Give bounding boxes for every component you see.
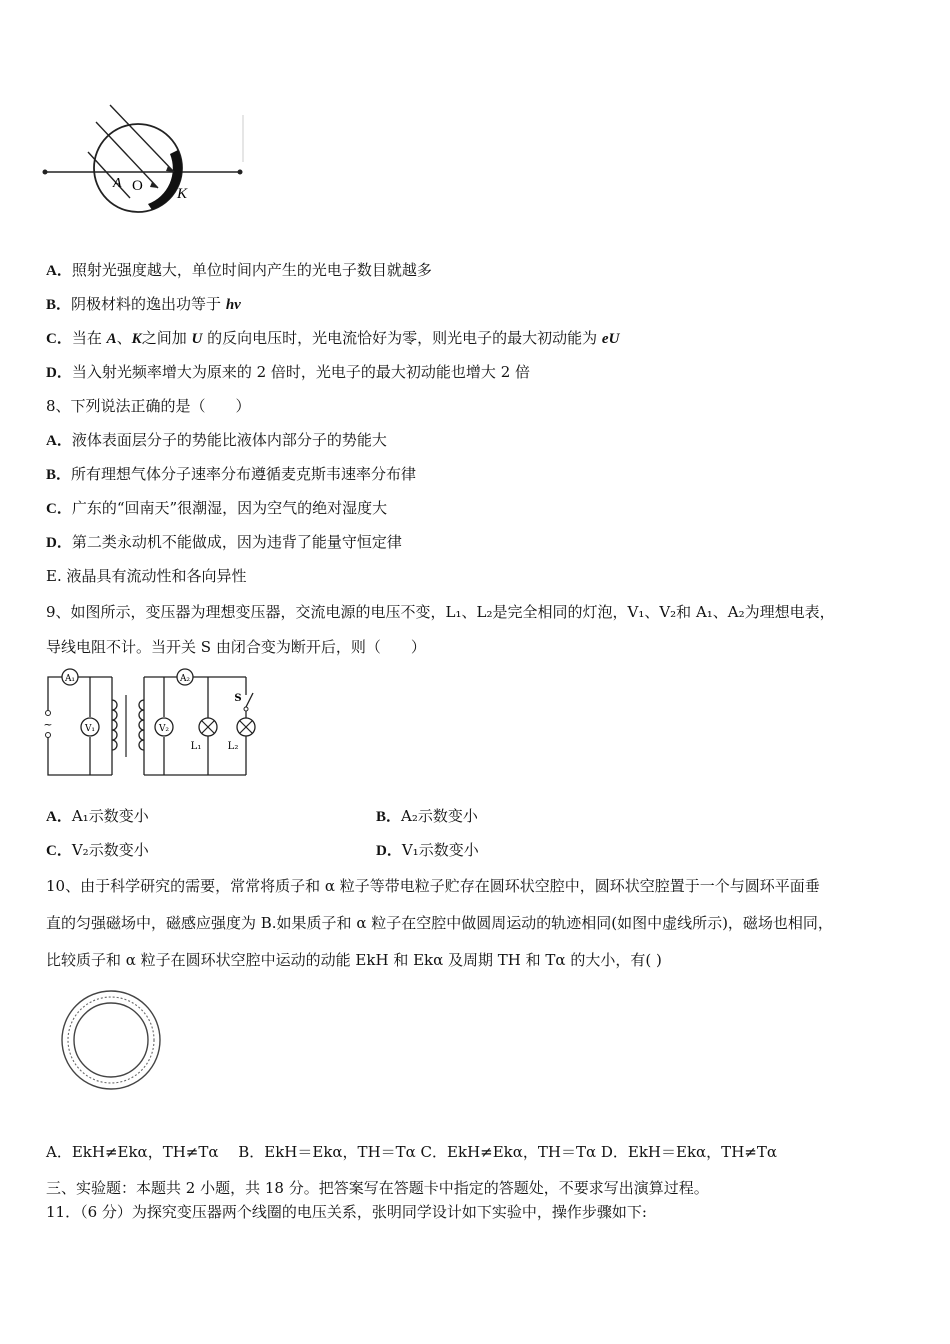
q11-stem: 11．（6 分）为探究变压器两个线圈的电压关系，张明同学设计如下实验中，操作步骤如下: [46, 1203, 647, 1221]
q10-stem-2: 直的匀强磁场中，磁感应强度为 B.如果质子和 α 粒子在空腔中做圆周运动的轨迹相同(如图中虚线所示)，磁场也相同， [46, 914, 833, 932]
q8-option-e: E. 液晶具有流动性和各向异性 [46, 567, 247, 585]
svg-text:L₁: L₁ [190, 741, 202, 752]
q9-stem-1: 9、如图所示，变压器为理想变压器，交流电源的电压不变，L₁、L₂是完全相同的灯泡，V₁、V₂和 A₁、A₂为理想电表， [46, 603, 835, 621]
q8-option-c: C．广东的“回南天”很潮湿，因为空气的绝对湿度大 [46, 499, 388, 517]
svg-text:V₁: V₁ [84, 724, 96, 734]
q7-option-d: D．当入射光频率增大为原来的 2 倍时，光电子的最大初动能也增大 2 倍 [46, 363, 531, 381]
q9-option-d: D．V₁示数变小 [376, 841, 479, 859]
label-k: K [177, 186, 188, 202]
ac-source: ~ [43, 718, 53, 731]
svg-text:S: S [234, 693, 242, 704]
q7-option-c: C．当在 A、K之间加 U 的反向电压时，光电流恰好为零，则光电子的最大初动能为 eU [46, 329, 620, 347]
q9-option-c: C．V₂示数变小 [46, 841, 149, 859]
label-o: O [132, 178, 143, 194]
q9-stem-2: 导线电阻不计。当开关 S 由闭合变为断开后，则（ ） [46, 638, 426, 656]
q10-options: A．EkH≠Ekα，TH≠Tα B．EkH＝Ekα，TH＝Tα C．EkH≠Ekα，TH＝Tα D．EkH＝Ekα，TH≠Tα [46, 1143, 777, 1161]
q9-option-a: A．A₁示数变小 [46, 807, 149, 825]
q9-option-b: B．A₂示数变小 [376, 807, 478, 825]
q8-option-b: B．所有理想气体分子速率分布遵循麦克斯韦速率分布律 [46, 465, 417, 483]
q8-option-d: D．第二类永动机不能做成，因为违背了能量守恒定律 [46, 533, 402, 551]
section-3-heading: 三、实验题：本题共 2 小题，共 18 分。把答案写在答题卡中指定的答题处，不要求写出演算过程。 [46, 1179, 709, 1197]
switch-s [246, 693, 253, 707]
q10-stem-3: 比较质子和 α 粒子在圆环状空腔中运动的动能 EkH 和 Ekα 及周期 TH 和 Tα 的大小，有( ) [46, 951, 662, 969]
photoelectric-tube-figure [40, 100, 255, 220]
q8-option-a: A．液体表面层分子的势能比液体内部分子的势能大 [46, 431, 387, 449]
q10-stem-1: 10、由于科学研究的需要，常常将质子和 α 粒子等带电粒子贮存在圆环状空腔中，圆环状空腔置于一个与圆环平面垂 [46, 877, 820, 895]
svg-text:L₂: L₂ [227, 741, 239, 752]
ring-cavity-figure [55, 985, 170, 1095]
q7-option-b: B．阴极材料的逸出功等于 hν [46, 295, 241, 313]
svg-text:A₂: A₂ [179, 674, 191, 684]
q8-stem: 8、下列说法正确的是（ ） [46, 397, 251, 415]
q7-option-a: A．照射光强度越大，单位时间内产生的光电子数目就越多 [46, 261, 432, 279]
svg-text:V₂: V₂ [158, 724, 170, 734]
svg-text:A₁: A₁ [64, 674, 76, 684]
label-a: A [113, 176, 122, 191]
transformer-circuit-figure [40, 665, 270, 780]
